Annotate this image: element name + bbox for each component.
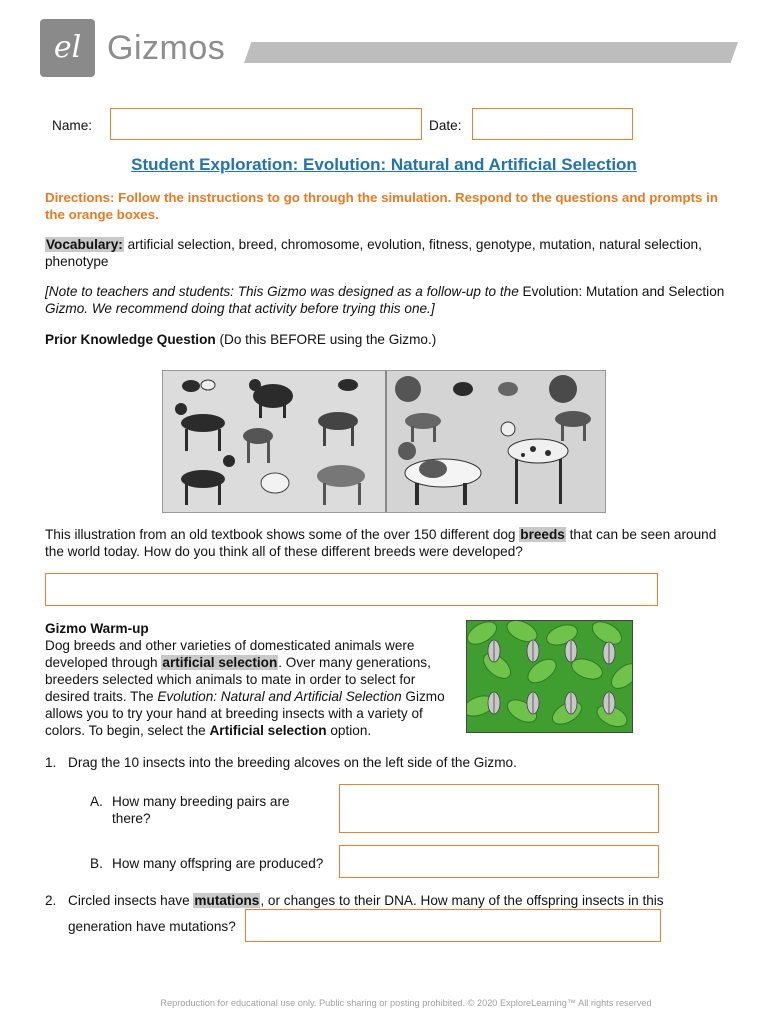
directions: Directions: Follow the instructions to go through the simulation. Respond to the questions and prompts in the orange boxes. [45,190,718,222]
teacher-note [45,283,725,317]
note-part2: Gizmo. We recommend doing that activity before trying this one.] [45,301,435,316]
q2-t2: , or changes to their DNA. How many of the offspring insects in this [260,893,664,908]
name-label: Name: [52,118,93,133]
vocabulary-label: Vocabulary: [46,237,123,252]
breeds-answer-box[interactable] [45,573,658,606]
prior-label: Prior Knowledge Question [45,332,216,347]
illus-after: that can be seen around the world today. How do you think all of these different breeds were developed? [45,527,717,559]
logo-glyph: el [53,30,82,65]
illustration-question [45,526,725,560]
q1-text: Drag the 10 insects into the breeding alcoves on the left side of the Gizmo. [68,755,517,770]
keyword-artificial-selection: artificial selection [162,655,278,670]
q1a-text: How many breeding pairs are there? [112,794,290,826]
prior-knowledge-heading [45,331,725,348]
warmup-t3: Gizmo allows you to try your hand at breeding insects with a variety of colors. To begin, select the [45,689,445,738]
warmup-t1: Dog breeds and other varieties of domesticated animals were developed through [45,638,415,670]
warmup-t2: . Over many generations, breeders selected which animals to mate in order to select for desired traits. The [45,655,431,704]
q1b-letter: B. [90,856,103,871]
date-label: Date: [429,118,462,133]
insects-drawing [467,621,633,733]
q1b-text: How many offspring are produced? [112,856,324,871]
q1b-answer-box[interactable] [339,845,659,878]
brand-name: Gizmos [107,29,226,67]
vocabulary-terms: artificial selection, breed, chromosome, evolution, fitness, genotype, mutation, natural selection, phenotype [45,237,702,269]
q2-answer-box[interactable] [245,909,661,942]
name-input[interactable] [110,108,422,140]
footer-copyright: Reproduction for educational use only. Public sharing or posting prohibited. © 2020 ExploreLearning™ All rights reserved [160,998,652,1008]
q1a-answer-box[interactable] [339,784,659,833]
keyword-mutations: mutations [194,893,260,908]
q2-text-line1 [68,892,718,909]
q1a-letter: A. [90,794,103,809]
dog-breeds-illustration [162,370,606,513]
note-part1: [Note to teachers and students: This Gizmo was designed as a follow-up to the [45,284,523,299]
q2-text-line2: generation have mutations? [68,919,236,934]
date-input[interactable] [472,108,633,140]
note-gizmo-name: Evolution: Mutation and Selection [522,284,725,299]
header-decorative-bar [244,42,738,63]
q1-number: 1. [45,755,57,770]
warmup-gizmo-name: Evolution: Natural and Artificial Selection [157,689,402,704]
keyword-breeds: breeds [520,527,565,542]
illus-before: This illustration from an old textbook shows some of the over 150 different dog [45,527,520,542]
prior-text: (Do this BEFORE using the Gizmo.) [215,332,437,347]
dog-breeds-drawing [163,371,606,513]
q2-number: 2. [45,893,57,908]
warmup-heading: Gizmo Warm-up [45,621,149,636]
gizmos-logo [40,19,95,77]
page-title: Student Exploration: Evolution: Natural and Artificial Selection [131,155,637,174]
warmup-option: Artificial selection [209,723,327,738]
q2-t1: Circled insects have [68,893,194,908]
warmup-t4: option. [326,723,372,738]
insects-on-leaves-image [466,620,633,733]
vocabulary-paragraph [45,236,725,270]
warmup-paragraph [45,637,457,739]
